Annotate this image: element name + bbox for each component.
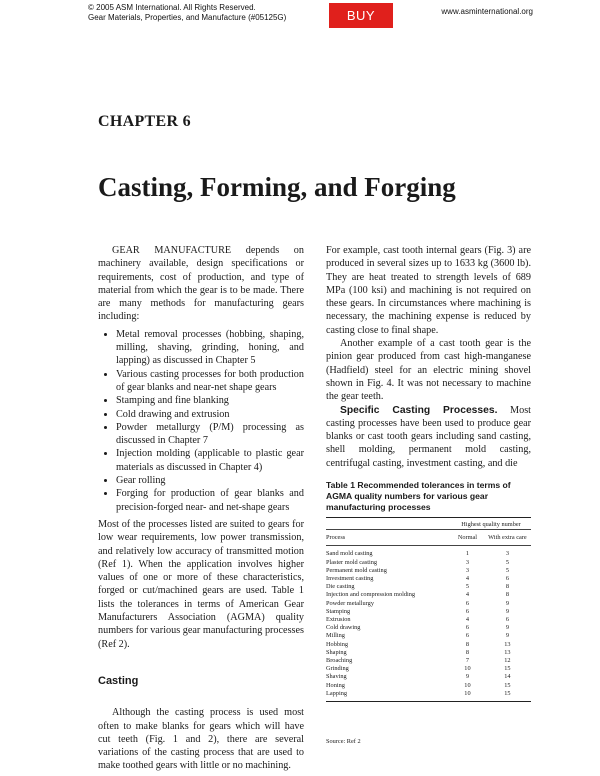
body-paragraph: For example, cast tooth internal gears (Fig. 3) are produced in several sizes up to 1633 kg (3600 lb). They are heat treated to strength levels of 689 MPa (100 ksi) and machining is not required on these gears. In circumstances where machining is necessary, the machining expense is reduced by casting close to final shape. — [326, 245, 531, 336]
list-item: • Stamping and fine blanking — [116, 394, 304, 407]
table-row: Investment casting 4 6 — [326, 575, 509, 583]
table-row: Shaving 9 14 — [326, 673, 511, 681]
table-row: Plaster mold casting 3 5 — [326, 558, 509, 566]
tolerance-table — [326, 517, 531, 702]
column-header-extra: With extra care — [484, 530, 531, 546]
body-paragraph: Although the casting process is used most often to make blanks for gears which will have cut teeth (Fig. 1 and 2), there are several variations of the casting process that are used to make toothed gears with little or no machining. — [98, 707, 304, 772]
table-row: Die casting 5 8 — [326, 583, 509, 591]
process-list — [98, 328, 304, 514]
list-item: • Metal removal processes (hobbing, shaping, milling, shaving, grinding, honing, and lapping) as discussed in Chapter 5 — [116, 328, 304, 368]
table-row: Cold drawing 6 9 — [326, 624, 509, 632]
chapter-title: Casting, Forming, and Forging — [98, 172, 456, 202]
left-column — [98, 244, 304, 773]
column-header-normal: Normal — [451, 530, 484, 546]
table-row: Hobbing 8 13 — [326, 640, 511, 648]
list-item: • Gear rolling — [116, 474, 304, 487]
group-header: Highest quality number — [451, 518, 531, 530]
website-link[interactable]: www.asminternational.org — [441, 7, 533, 16]
intro-paragraph: GEAR MANUFACTURE depends on machinery available, design specifications or requirements, cost of production, and type of material from which the gear is to be made. There are many methods for manufacturing gears including: — [98, 245, 304, 323]
paragraph-text: Most casting processes have been used to produce gear blanks or cast tooth gears including sand casting, shell molding, permanent mold casting, centrifugal casting, investment casting, and die — [326, 404, 531, 469]
body-paragraph — [326, 404, 531, 470]
table-row: Lapping 10 15 — [326, 690, 531, 702]
buy-now-button[interactable]: BUY NOW — [329, 3, 393, 28]
table-row: Grinding 10 15 — [326, 665, 511, 673]
list-item: • Powder metallurgy (P/M) processing as discussed in Chapter 7 — [116, 421, 304, 448]
body-paragraph: Most of the processes listed are suited to gears for low wear requirements, low power transmission, and relatively low accuracy of transmitted motion (Ref 1). When the application involves higher values of one or more of these characteristics, forged or cut/machined gears are used. Table 1 lists the tolerances in terms of American Gear Manufacturers Association (AGMA) quality numbers for various gear manufacturing processes (Ref 2). — [98, 518, 304, 650]
table-caption: Table 1 Recommended tolerances in terms of AGMA quality numbers for various gear manufacturing processes — [326, 480, 511, 512]
table-row: Extrusion 4 6 — [326, 616, 509, 624]
list-item: • Cold drawing and extrusion — [116, 408, 304, 421]
table-row: Milling 6 9 — [326, 632, 509, 640]
column-header-process: Process — [326, 530, 451, 546]
table-source: Source: Ref 2 — [326, 738, 361, 745]
table-row: Sand mold casting 1 3 — [326, 550, 509, 558]
body-paragraph: Another example of a cast tooth gear is the pinion gear produced from cast high-manganese (Hadfield) steel for an electric mining shovel shown in Fig. 4. It was not necessary to machine the gear teeth. — [326, 338, 531, 403]
table-row: Permanent mold casting 3 5 — [326, 566, 509, 574]
section-heading-casting: Casting — [98, 674, 139, 687]
table-row: Honing 10 15 — [326, 681, 511, 689]
table-row: Powder metallurgy 6 9 — [326, 599, 509, 607]
list-item: • Various casting processes for both production of gear blanks and near-net shape gears — [116, 368, 304, 395]
page-header-left — [88, 3, 286, 23]
table-row: Broaching 7 12 — [326, 657, 511, 665]
copyright-text: © 2005 ASM International. All Rights Reserved. — [88, 3, 256, 12]
table-row: Shaping 8 13 — [326, 648, 511, 656]
table-row: Injection and compression molding 4 8 — [326, 591, 509, 599]
book-title-text: Gear Materials, Properties, and Manufacture (#05125G) — [88, 13, 287, 22]
right-column — [326, 244, 531, 470]
table-row: Stamping 6 9 — [326, 607, 509, 615]
runin-heading: Specific Casting Processes. — [340, 404, 498, 416]
chapter-label: CHAPTER 6 — [98, 113, 191, 130]
list-item: • Forging for production of gear blanks and precision-forged near- and net-shape gears — [116, 487, 304, 514]
list-item: • Injection molding (applicable to plastic gear materials as discussed in Chapter 4) — [116, 447, 304, 474]
